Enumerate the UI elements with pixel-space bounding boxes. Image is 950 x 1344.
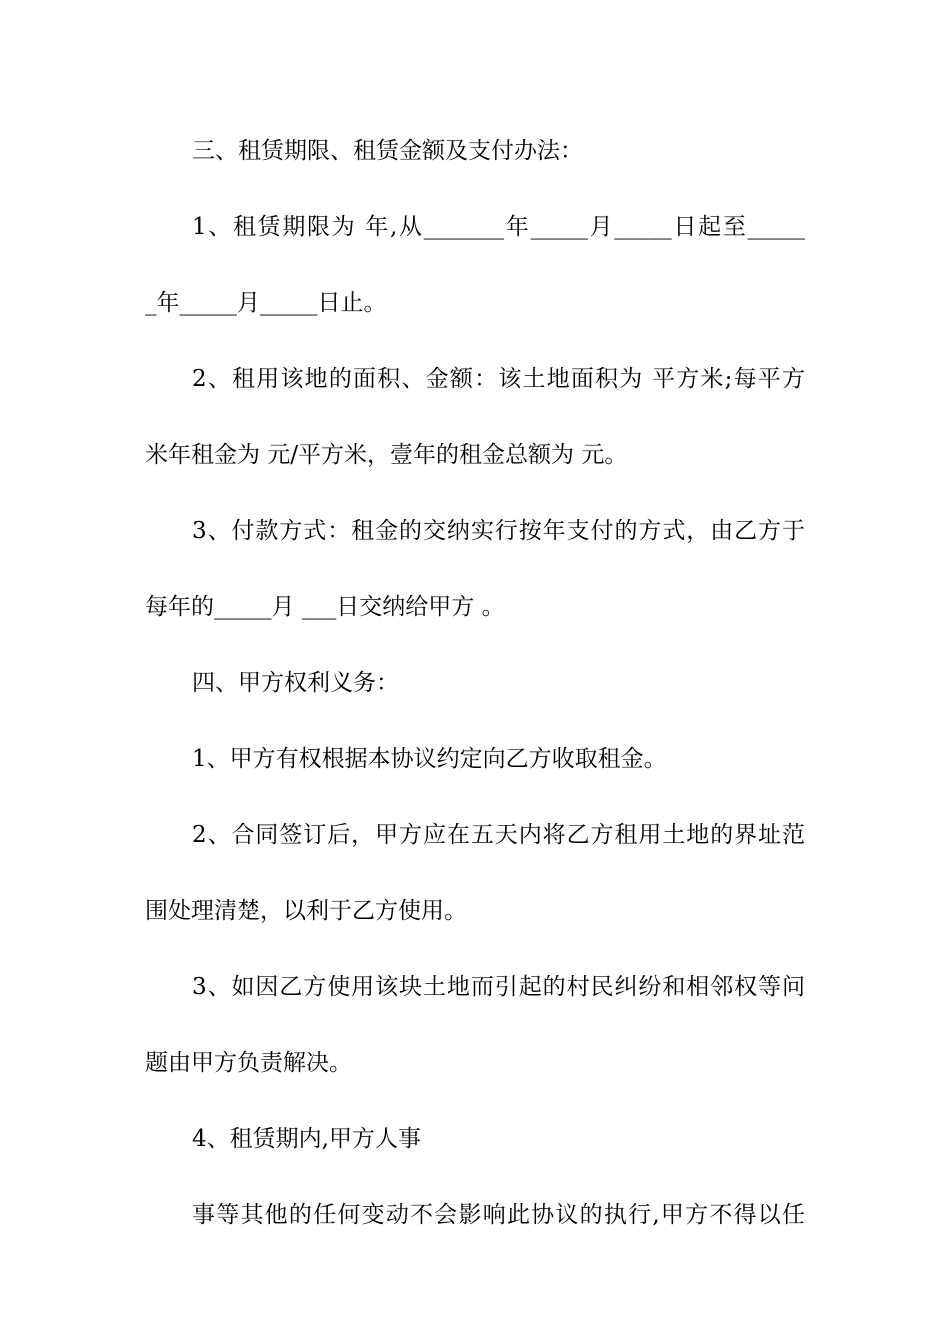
clause-1-lease-period: 1、租赁期限为 年,从_______年_____月_____日起至_____ — [192, 214, 805, 240]
clause-3-payment-method: 3、付款方式：租金的交纳实行按年支付的方式，由乙方于 — [192, 518, 805, 544]
party-a-clause-4-cont: 事等其他的任何变动不会影响此协议的执行,甲方不得以任 — [192, 1202, 805, 1228]
clause-3-payment-method-cont: 每年的_____月 ___日交纳给甲方 。 — [145, 594, 505, 620]
clause-1-lease-period-cont: _年_____月_____日止。 — [145, 290, 387, 316]
party-a-clause-3: 3、如因乙方使用该块土地而引起的村民纠纷和相邻权等问 — [192, 974, 805, 1000]
section-heading-lease-term: 三、租赁期限、租赁金额及支付办法： — [192, 138, 583, 164]
clause-2-area-amount: 2、租用该地的面积、金额：该土地面积为 平方米;每平方 — [192, 366, 805, 392]
party-a-clause-3-cont: 题由甲方负责解决。 — [145, 1050, 352, 1076]
section-heading-party-a-rights: 四、甲方权利义务： — [192, 670, 399, 696]
party-a-clause-2-cont: 围处理清楚，以利于乙方使用。 — [145, 898, 467, 924]
party-a-clause-4: 4、租赁期内,甲方人事 — [192, 1126, 421, 1152]
party-a-clause-1: 1、甲方有权根据本协议约定向乙方收取租金。 — [192, 746, 667, 772]
party-a-clause-2: 2、合同签订后，甲方应在五天内将乙方租用土地的界址范 — [192, 822, 805, 848]
clause-2-area-amount-cont: 米年租金为 元/平方米，壹年的租金总额为 元。 — [145, 442, 628, 468]
